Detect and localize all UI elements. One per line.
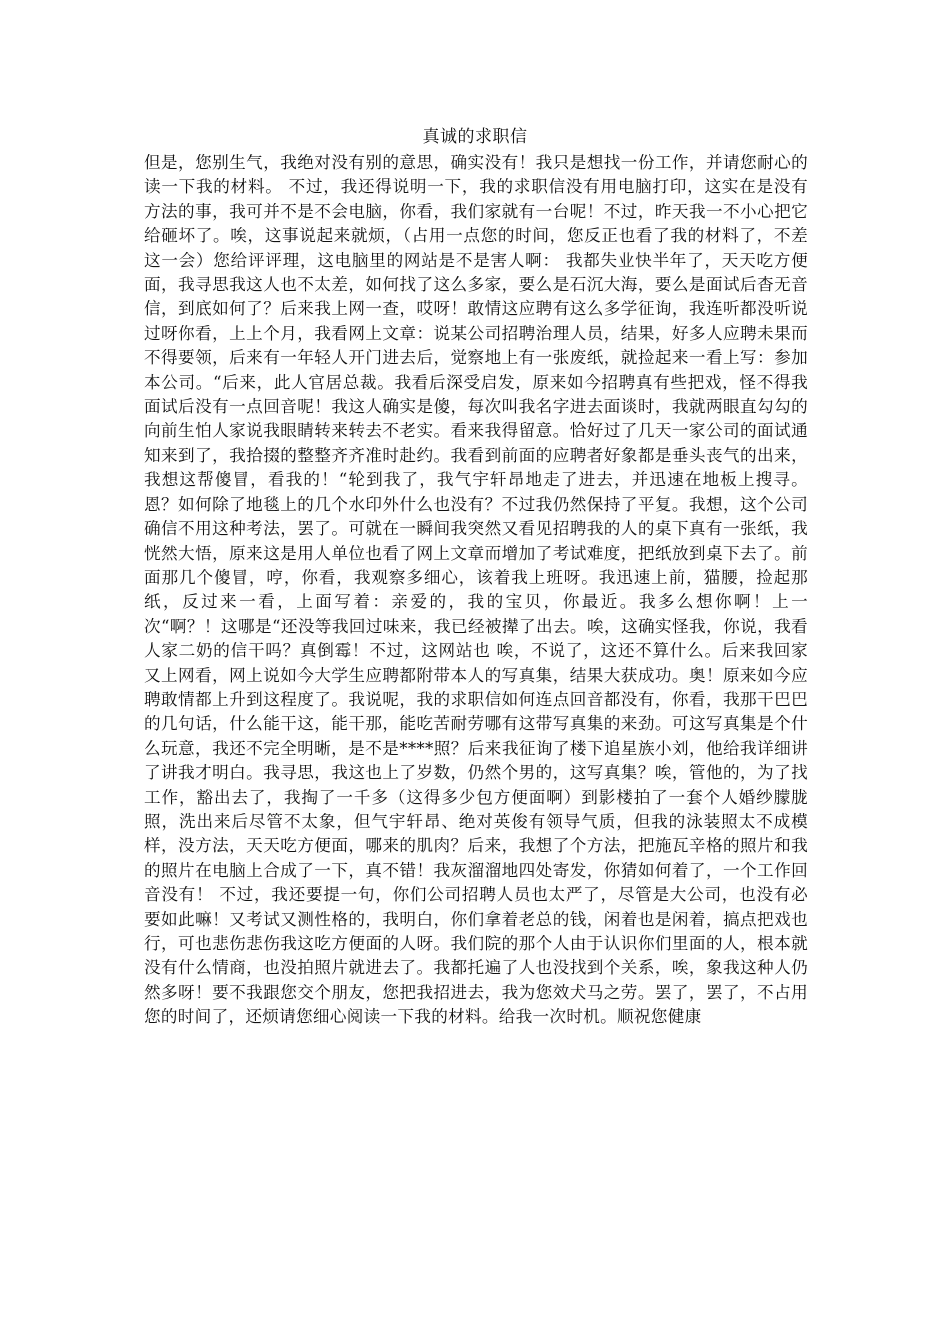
document-body: 但是，您别生气，我绝对没有别的意思，确实没有！我只是想找一份工作，并请您耐心的读一下我的材料。 不过，我还得说明一下，我的求职信没有用电脑打印，这实在是没有方法的事，我可并不是不会电脑，你看，我们家就有一台呢！不过，昨天我一不小心把它给砸坏了。唉，这事说起来就烦，（占用一点您的时间，您反正也看了我的材料了，不差这一会）您给评评理，这电脑里的网站是不是害人啊： 我都失业快半年了，天天吃方便面，我寻思我这人也不太差，如何找了这么多家，要么是石沉大海，要么是面试后杳无音信，到底如何了？后来我上网一查，哎呀！敢情这应聘有这么多学征询，我连听都没听说过呀你看，上上个月，我看网上文章：说某公司招聘治理人员，结果，好多人应聘未果而不得要领，后来有一年轻人开门进去后，觉察地上有一张废纸，就捡起来一看上写：参加本公司。“后来，此人官居总裁。我看后深受启发，原来如今招聘真有些把戏，怪不得我面试后没有一点回音呢！我这人确实是傻，每次叫我名字进去面谈时，我就两眼直勾勾的向前生怕人家说我眼睛转来转去不老实。看来我得留意。恰好过了几天一家公司的面试通知来到了，我拾掇的整整齐齐准时赴约。我看到前面的应聘者好象都是垂头丧气的出来，我想这帮傻冒，看我的！“轮到我了，我气宇轩昂地走了进去，并迅速在地板上搜寻。恩？如何除了地毯上的几个水印外什么也没有？不过我仍然保持了平复。我想，这个公司确信不用这种考法，罢了。可就在一瞬间我突然又看见招聘我的人的桌下真有一张纸，我恍然大悟，原来这是用人单位也看了网上文章而增加了考试难度，把纸放到桌下去了。前面那几个傻冒，哼，你看，我观察多细心，该着我上班呀。我迅速上前，猫腰，捡起那纸，反过来一看，上面写着：亲爱的，我的宝贝，你最近。我多么想你啊！上一次“啊？！这哪是“还没等我回过味来，我已经被撵了出去。唉，这确实怪我，你说，我看人家二奶的信干吗？真倒霉！不过，这网站也 唉，不说了，这还不算什么。后来我回家又上网看，网上说如今大学生应聘都附带本人的写真集，结果大获成功。奥！原来如今应聘敢情都上升到这程度了。我说呢，我的求职信如何连点回音都没有，你看，我那干巴巴的几句话，什么能干这，能干那，能吃苦耐劳哪有这带写真集的来劲。可这写真集是个什么玩意，我还不完全明晰，是不是****照？后来我征询了楼下追星族小刘，他给我详细讲了讲我才明白。我寻思，我这也上了岁数，仍然个男的，这写真集？唉，管他的，为了找工作，豁出去了，我掏了一千多（这得多少包方便面啊）到影楼拍了一套个人婚纱朦胧照，洗出来后尽管不太象，但气宇轩昂、绝对英俊有领导气质，但我的泳装照太不成模样，没方法，天天吃方便面，哪来的肌肉？后来，我想了个方法，把施瓦辛格的照片和我的照片在电脑上合成了一下，真不错！我灰溜溜地四处寄发，你猜如何着了，一个工作回音没有！ 不过，我还要提一句，你们公司招聘人员也太严了，尽管是大公司，也没有必要如此嘛！又考试又测性格的，我明白，你们拿着老总的钱，闲着也是闲着，搞点把戏也行，可也悲伤悲伤我这吃方便面的人呀。我们院的那个人由于认识你们里面的人，根本就没有什么情商，也没拍照片就进去了。我都托遍了人也没找到个关系，唉，象我这种人仍然多呀！要不我跟您交个朋友，您把我招进去，我为您效犬马之劳。罢了，罢了，不占用您的时间了，还烦请您细心阅读一下我的材料。给我一次时机。顺祝您健康 (144, 153, 808, 1027)
document-title: 真诚的求职信 (422, 127, 528, 147)
